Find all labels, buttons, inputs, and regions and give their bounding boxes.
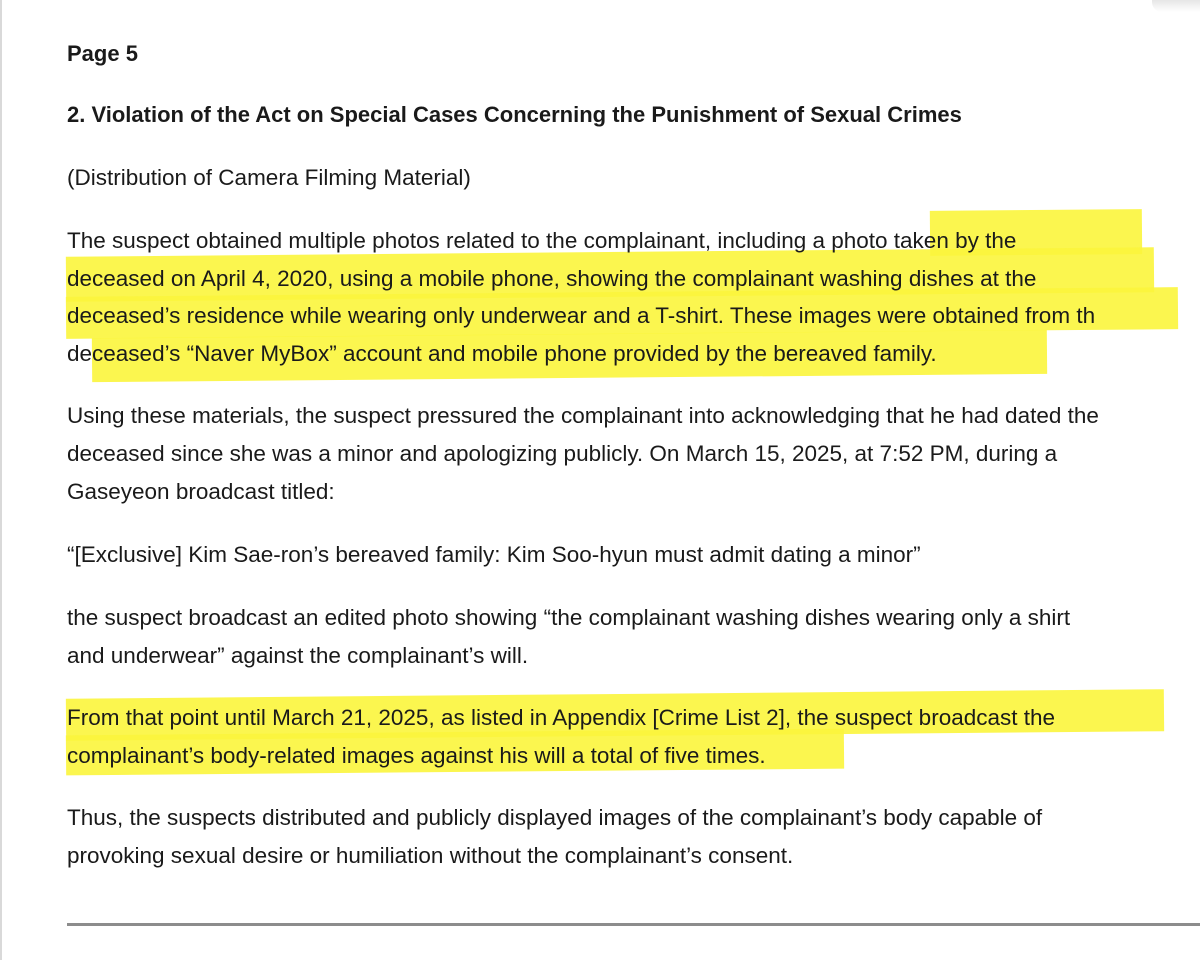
paragraph-line: deceased on April 4, 2020, using a mobile phone, showing the complainant washing dishes at the (67, 266, 1037, 291)
paragraph-line: The suspect obtained multiple photos related to the complainant, including a photo taken by the (67, 228, 1017, 253)
paragraph-line: deceased since she was a minor and apologizing publicly. On March 15, 2025, at 7:52 PM, during a (67, 441, 1058, 466)
paragraph-line: provoking sexual desire or humiliation without the complainant’s consent. (67, 843, 794, 868)
section-subtitle: (Distribution of Camera Filming Material) (67, 165, 471, 190)
page-bottom-rule (67, 923, 1200, 926)
page-left-edge (0, 0, 2, 960)
page-corner-shadow (1152, 0, 1200, 12)
section-title: 2. Violation of the Act on Special Cases Concerning the Punishment of Sexual Crimes (67, 102, 962, 127)
paragraph-line: and underwear” against the complainant’s will. (67, 643, 529, 668)
quoted-broadcast-title: “[Exclusive] Kim Sae-ron’s bereaved family: Kim Soo-hyun must admit dating a minor” (67, 542, 921, 567)
paragraph-line: deceased’s residence while wearing only underwear and a T-shirt. These images were obtained from th (67, 303, 1096, 328)
paragraph-line: the suspect broadcast an edited photo showing “the complainant washing dishes wearing only a shirt (67, 605, 1071, 630)
paragraph-line: From that point until March 21, 2025, as listed in Appendix [Crime List 2], the suspect broadcast the (67, 705, 1056, 730)
paragraph-line: deceased’s “Naver MyBox” account and mobile phone provided by the bereaved family. (67, 341, 937, 366)
paragraph-line: Gaseyeon broadcast titled: (67, 479, 335, 504)
paragraph-line: complainant’s body-related images against his will a total of five times. (67, 743, 766, 768)
paragraph-line: Using these materials, the suspect pressured the complainant into acknowledging that he had dated the (67, 403, 1099, 428)
page-header: Page 5 (67, 41, 138, 66)
paragraph-line: Thus, the suspects distributed and publicly displayed images of the complainant’s body capable of (67, 805, 1043, 830)
